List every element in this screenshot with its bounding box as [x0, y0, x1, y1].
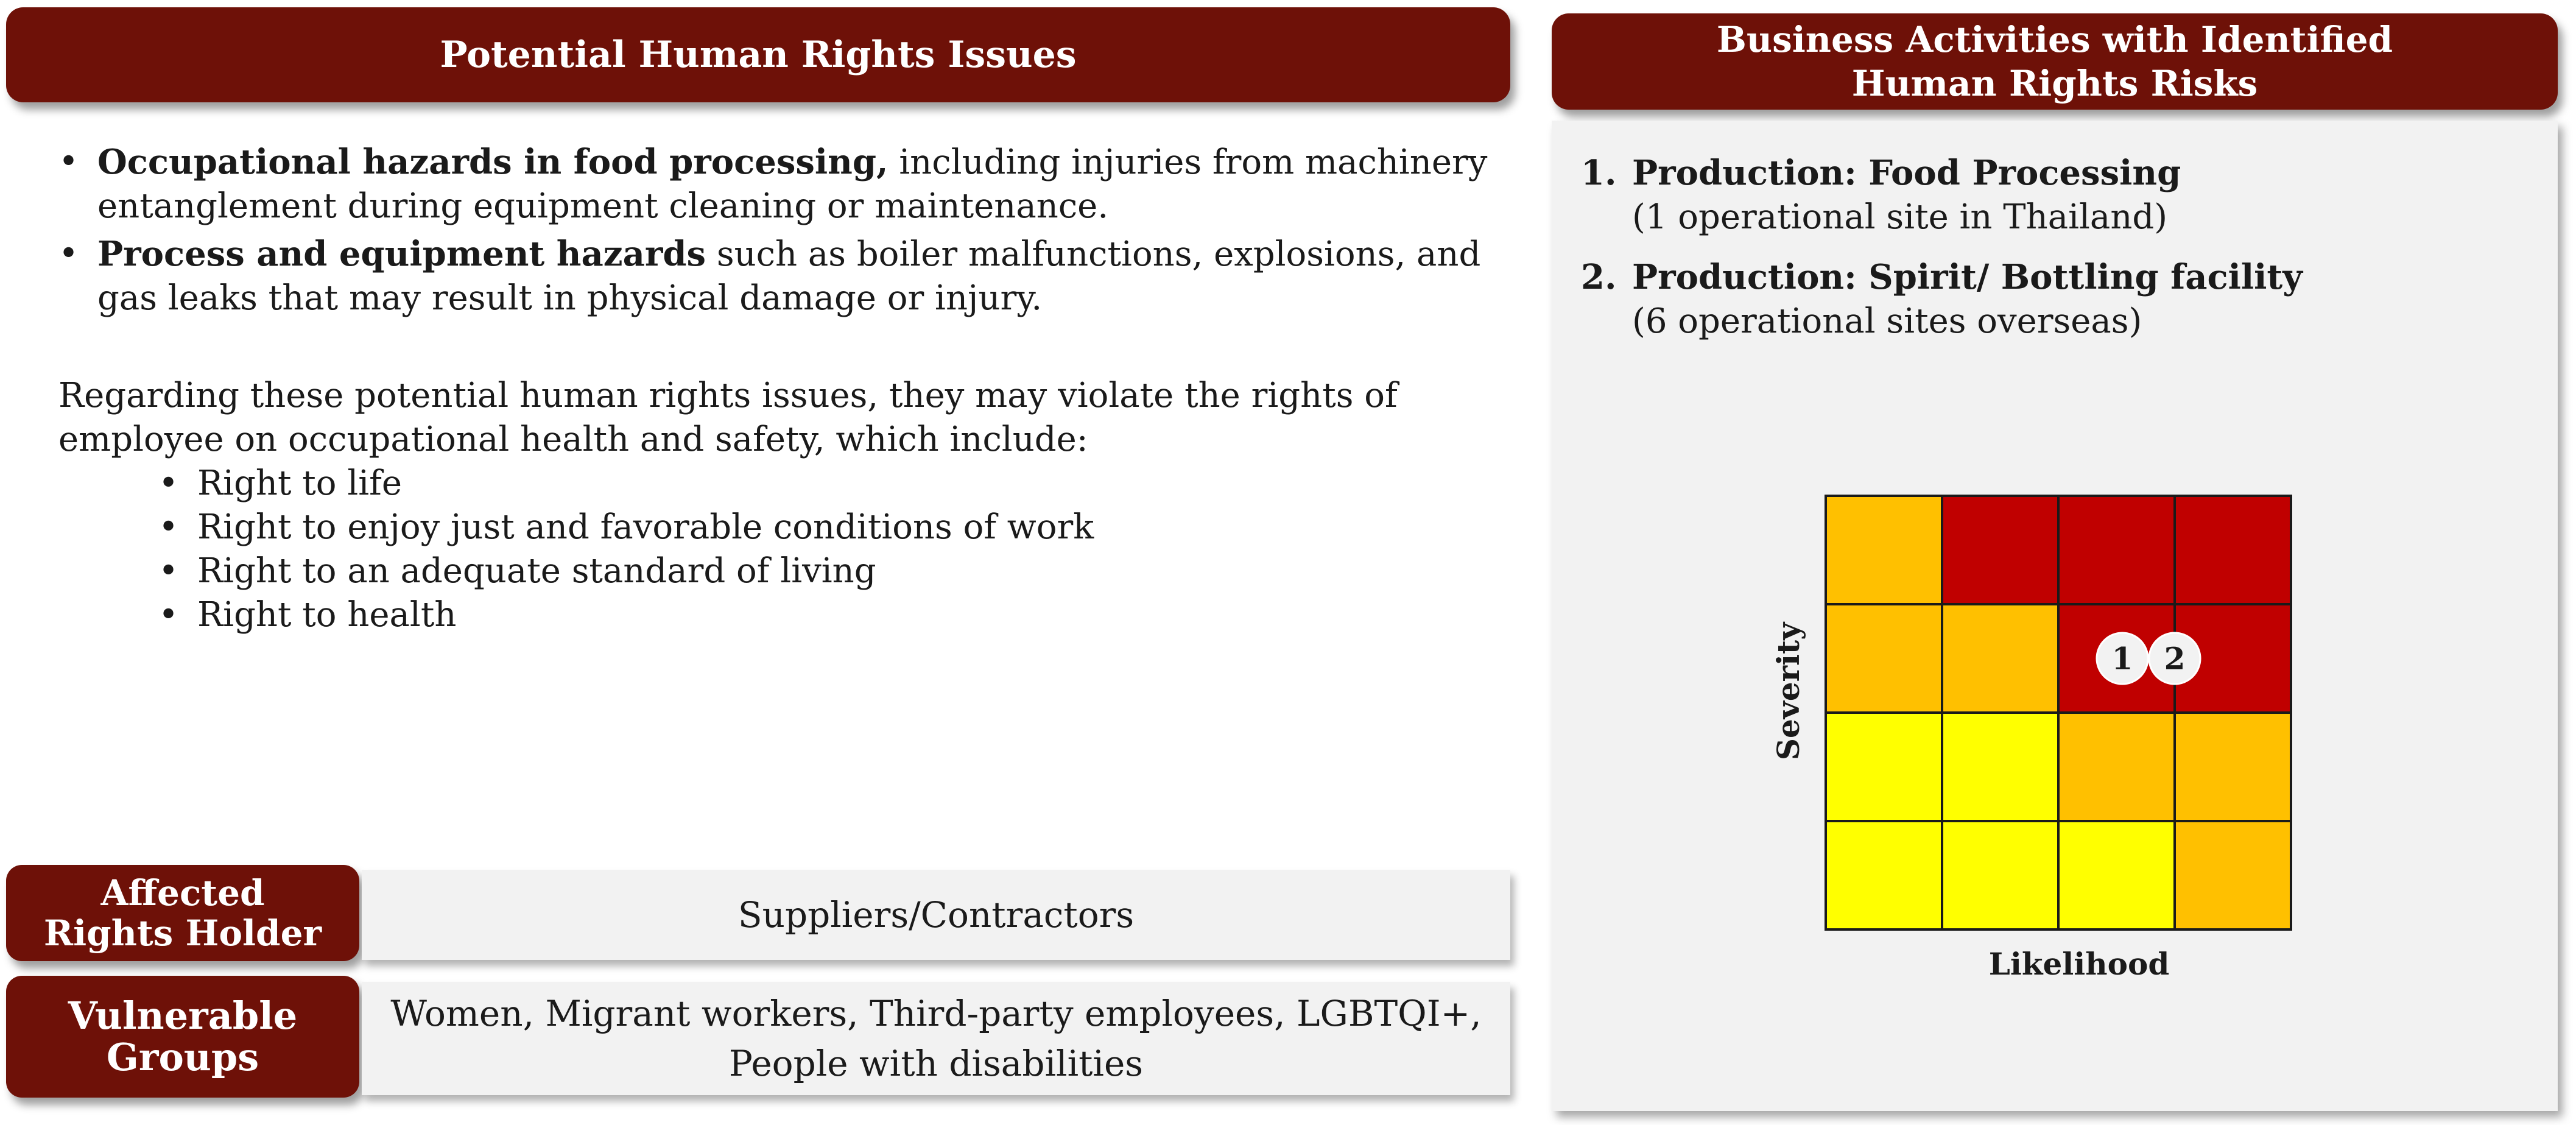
risk-matrix [1552, 121, 2558, 1111]
risk-cell [2058, 713, 2175, 821]
risk-cell [1826, 713, 1942, 821]
risk-marker-1 [2097, 633, 2148, 684]
risk-cell [1826, 821, 1942, 929]
affected-label-line2: Rights Holder [43, 912, 322, 954]
affected-label-line1: Affected [100, 872, 265, 914]
vulnerable-label-line2: Groups [106, 1035, 259, 1079]
issue-item [58, 232, 1508, 320]
activities-title-line1: Business Activities with Identified [1716, 19, 2393, 60]
risk-cell [1942, 713, 2058, 821]
right-item: • Right to enjoy just and favorable conditions of work [158, 506, 1508, 549]
risk-cell [2175, 821, 2291, 929]
risk-matrix-grid [1826, 496, 2291, 929]
right-item: • Right to an adequate standard of living [158, 549, 1508, 593]
risk-marker-label: 2 [2164, 640, 2186, 677]
rights-intro: Regarding these potential human rights issues, they may violate the rights of employee on occupational health and safety, which include: [58, 376, 1398, 459]
issues-header [6, 7, 1510, 102]
vulnerable-label-line1: Vulnerable [68, 993, 298, 1038]
activities-header [1552, 13, 2558, 110]
issues-title: Potential Human Rights Issues [440, 34, 1077, 76]
issue-text: such as boiler malfunctions, explosions, and gas leaks that may result in physical damage or injury. [97, 235, 1481, 318]
activity-name: Production: Food Processing [1632, 153, 2181, 193]
activities-title-line2: Human Rights Risks [1851, 63, 2258, 104]
risk-cell [1942, 821, 2058, 929]
affected-rights-holder-value [362, 870, 1510, 960]
vulnerable-value-line2: People with disabilities [728, 1043, 1144, 1084]
risk-cell [2175, 496, 2291, 604]
activity-number: 1. [1581, 153, 1617, 193]
activity-detail: (1 operational site in Thailand) [1632, 197, 2168, 237]
vulnerable-value-line1: Women, Migrant workers, Third-party employees, LGBTQI+, [390, 993, 1482, 1034]
affected-rights-holder-label [6, 865, 359, 961]
issues-list [58, 140, 1508, 320]
activity-detail: (6 operational sites overseas) [1632, 302, 2142, 341]
right-item: • Right to health [158, 593, 1508, 637]
issue-item [58, 140, 1508, 228]
vulnerable-groups-value [362, 982, 1510, 1095]
rights-list [58, 462, 1508, 637]
risk-cell [2175, 713, 2291, 821]
risk-cell [2058, 821, 2175, 929]
issues-content [58, 140, 1508, 637]
affected-value-text: Suppliers/Contractors [737, 894, 1135, 936]
risk-cell [1826, 604, 1942, 713]
vulnerable-groups-label [6, 976, 359, 1098]
issue-title: Process and equipment hazards [97, 234, 706, 274]
risk-cell [2058, 496, 2175, 604]
activity-name: Production: Spirit/ Bottling facility [1632, 257, 2303, 297]
risk-cell [1826, 496, 1942, 604]
activities-panel [1552, 121, 2558, 1111]
likelihood-axis-label: Likelihood [1988, 946, 2170, 982]
issue-title: Occupational hazards in food processing, [97, 142, 889, 182]
risk-cell [1942, 604, 2058, 713]
risk-marker-2 [2149, 633, 2200, 684]
issue-text: including injuries from machinery entanglement during equipment cleaning or maintenance. [97, 143, 1488, 226]
right-item: • Right to life [158, 462, 1508, 506]
risk-marker-label: 1 [2111, 640, 2133, 677]
severity-axis-label: Severity [1770, 622, 1806, 761]
risk-cell [1942, 496, 2058, 604]
activity-number: 2. [1581, 257, 1617, 297]
